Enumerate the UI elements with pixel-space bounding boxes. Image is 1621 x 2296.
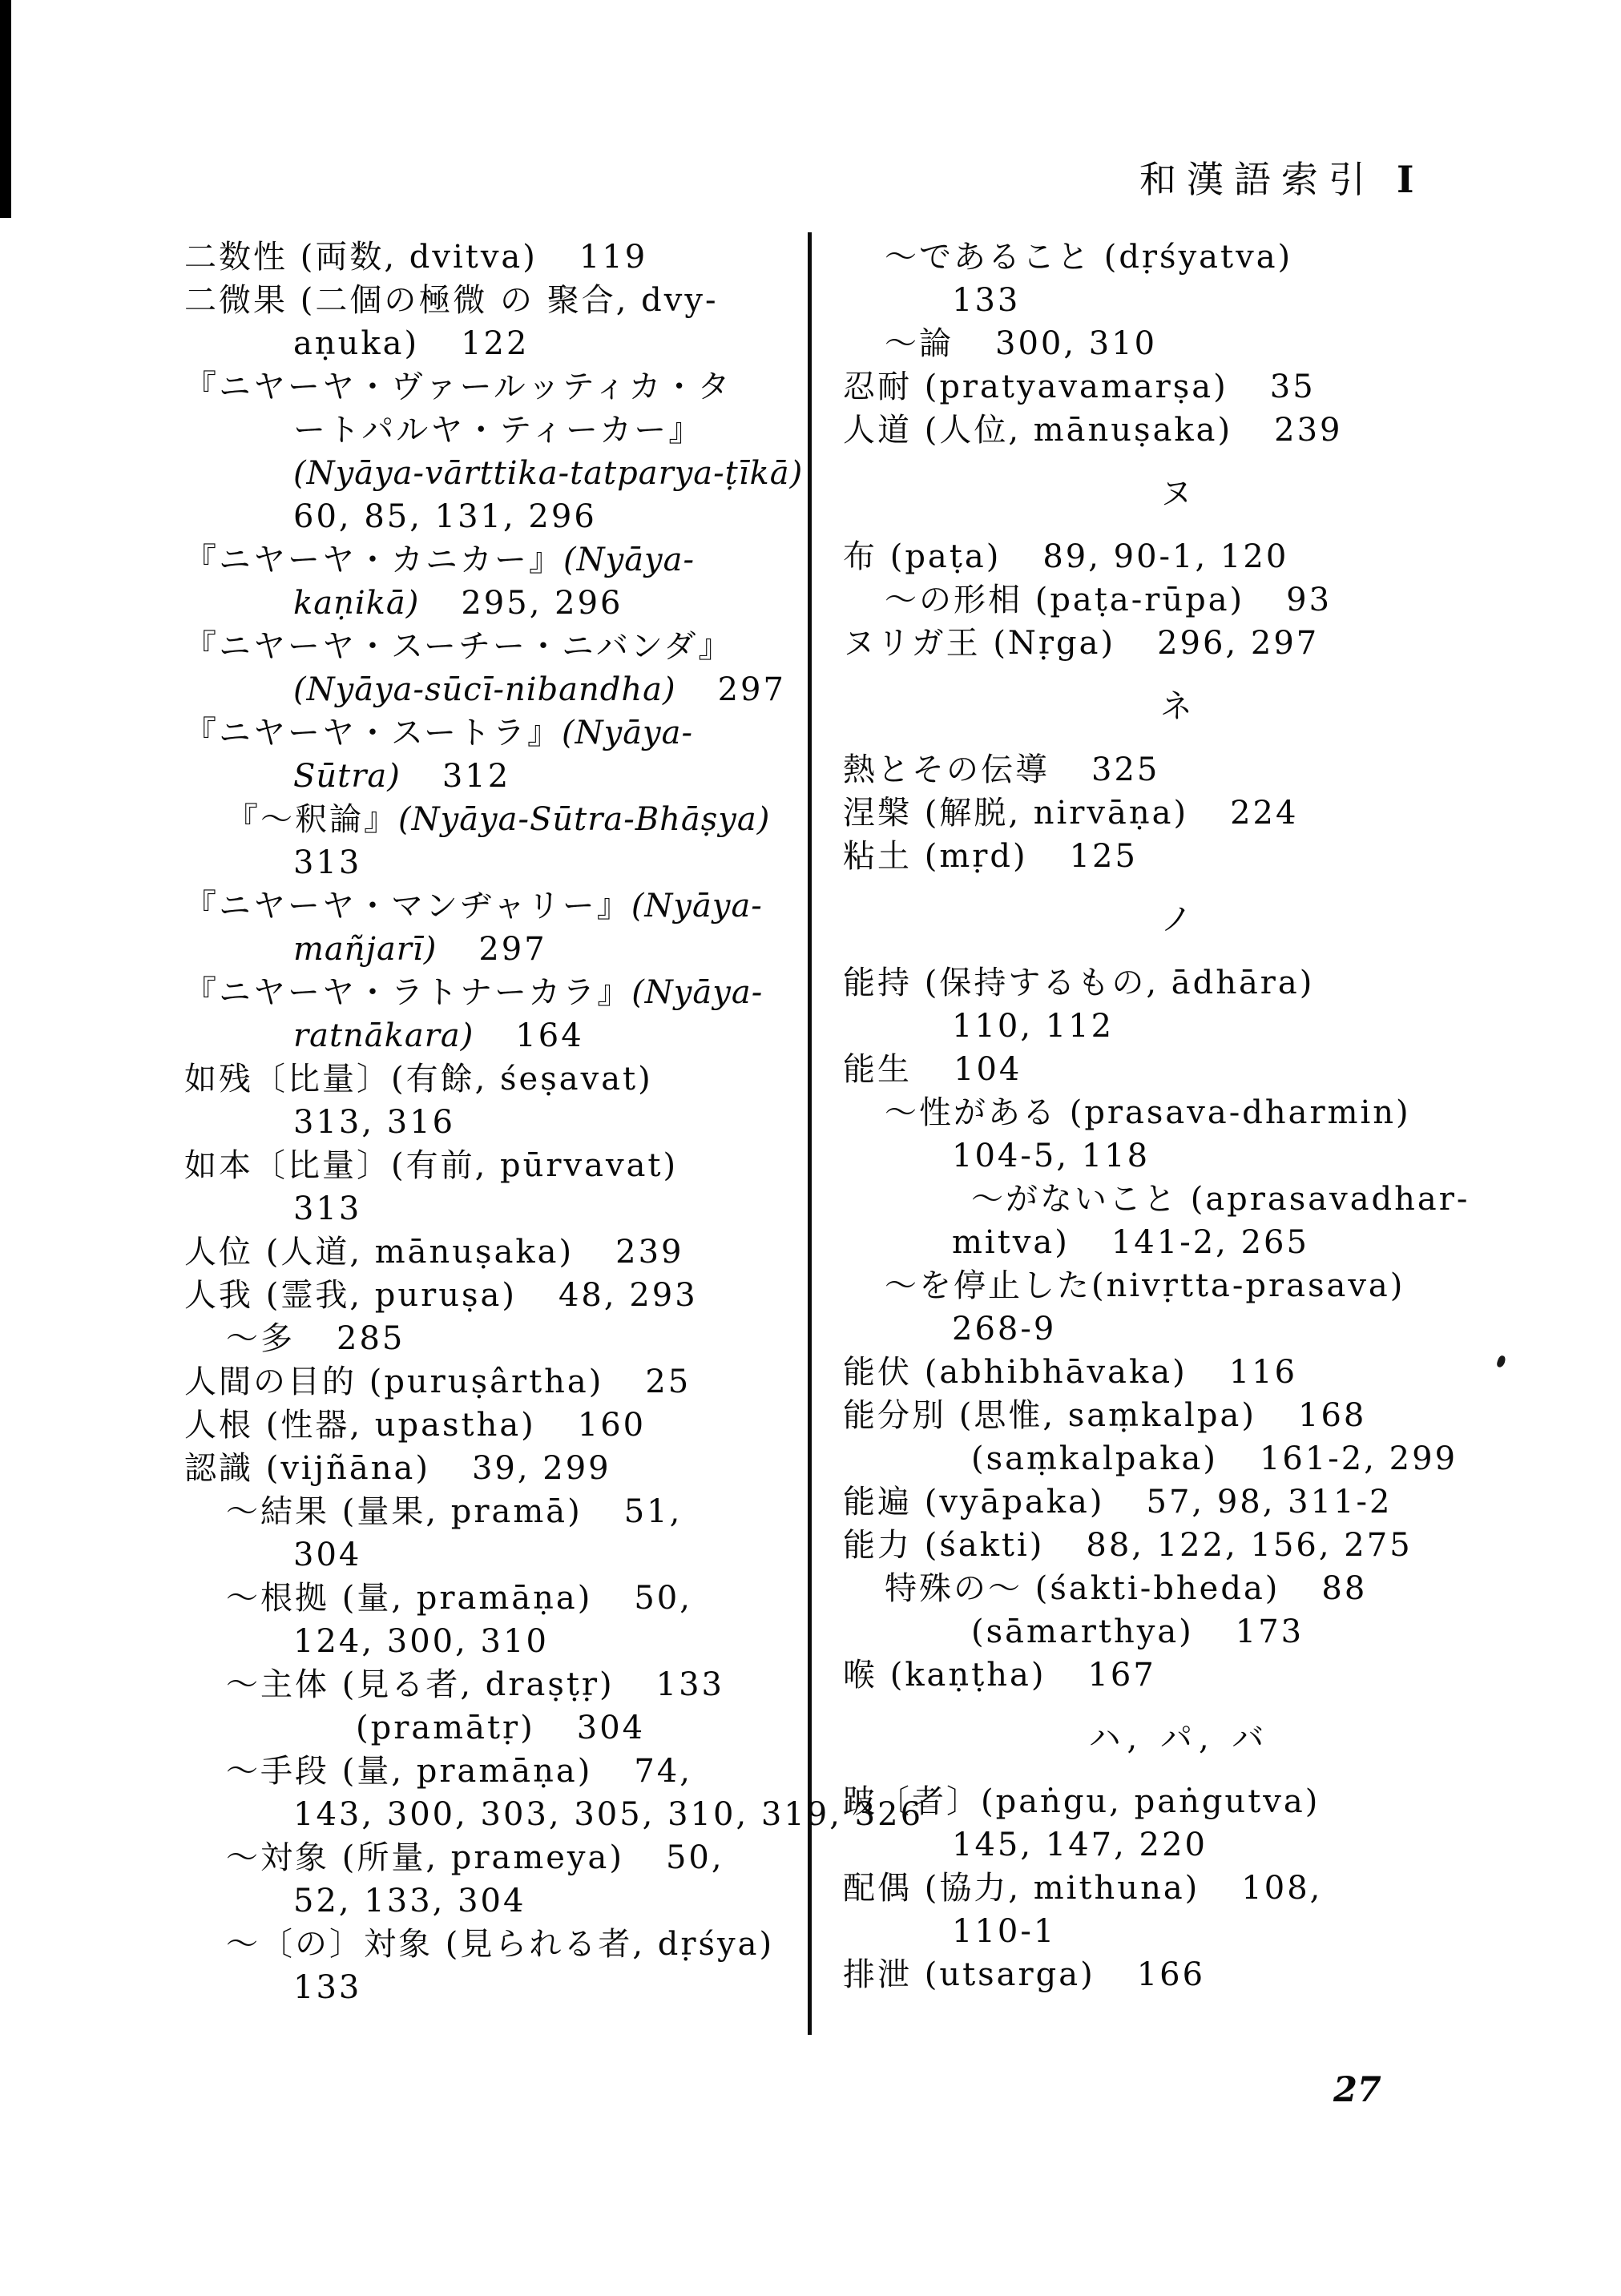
- entry-text: (Nyāya-: [631, 974, 764, 1011]
- index-line: [184, 711, 808, 755]
- entry-text: 〜手段 (量, pramāṇa): [226, 1753, 593, 1790]
- entry-text: ノ: [1160, 901, 1199, 938]
- kana-section-header: [843, 1717, 1516, 1760]
- entry-text: 『ニヤーヤ・ヴァールッティカ・タ: [184, 369, 732, 405]
- index-line: [184, 1966, 808, 2009]
- index-line: [184, 1360, 808, 1404]
- entry-text: 〜多: [226, 1320, 295, 1357]
- index-line: [843, 1394, 1516, 1437]
- page-references: 224: [1230, 795, 1299, 832]
- entry-text: 二数性 (両数, dvitva): [184, 239, 538, 276]
- index-line: [843, 1178, 1516, 1221]
- kana-section-header: [843, 685, 1516, 728]
- index-line: [184, 1231, 808, 1274]
- index-line: [843, 1048, 1516, 1091]
- index-line: [843, 1610, 1516, 1654]
- index-line: [184, 1750, 808, 1793]
- entry-text: 〜対象 (所量, prameya): [226, 1839, 624, 1876]
- index-line: [843, 961, 1516, 1005]
- page-references: 239: [1274, 412, 1343, 449]
- index-line: [184, 538, 808, 582]
- entry-text: 〜根拠 (量, pramāṇa): [226, 1580, 593, 1617]
- entry-text: 人我 (霊我, puruṣa): [184, 1277, 517, 1314]
- page-references: 125: [1069, 838, 1138, 875]
- page-references: 50,: [665, 1839, 724, 1876]
- index-line: [843, 748, 1516, 792]
- entry-text: 排泄 (utsarga): [843, 1956, 1095, 1993]
- page-references: 122: [461, 325, 530, 362]
- page-references: 167: [1087, 1657, 1156, 1694]
- entry-text: (pramātṛ): [356, 1710, 535, 1746]
- entry-text: ヌリガ王 (Nṛga): [843, 625, 1116, 662]
- page-references: 104: [954, 1051, 1022, 1088]
- entry-text: 〜を停止した(nivṛtta-prasava): [885, 1267, 1405, 1304]
- entry-text: 〜〔の〕対象 (見られる者, dṛśya): [226, 1926, 775, 1963]
- page-references: 74,: [634, 1753, 692, 1790]
- index-line: [843, 1780, 1516, 1823]
- index-line: [843, 1091, 1516, 1134]
- index-line: [184, 798, 808, 841]
- entry-text: 布 (paṭa): [843, 538, 1002, 575]
- entry-text: 『ニヤーヤ・カニカー』: [184, 542, 563, 578]
- index-line: [184, 668, 808, 711]
- index-line: [843, 409, 1516, 452]
- kana-section-header: [843, 472, 1516, 515]
- index-line: [184, 365, 808, 409]
- page-references: 57, 98, 311-2: [1146, 1484, 1393, 1521]
- entry-text: 涅槃 (解脱, nirvāṇa): [843, 795, 1189, 832]
- page-references: 119: [579, 239, 648, 276]
- page-references: 166: [1136, 1956, 1206, 1993]
- entry-text: 如残〔比量〕(有餘, śeṣavat): [184, 1061, 653, 1098]
- entry-text: ネ: [1160, 688, 1199, 725]
- entry-text: 人位 (人道, mānuṣaka): [184, 1234, 575, 1271]
- entry-text: 能遍 (vyāpaka): [843, 1484, 1105, 1521]
- page-references: 50,: [634, 1580, 692, 1617]
- entry-text: 『ニヤーヤ・スーチー・ニバンダ』: [184, 628, 733, 665]
- page-references: 141-2, 265: [1111, 1224, 1309, 1261]
- entry-text: 人間の目的 (puruṣârtha): [184, 1364, 604, 1400]
- page-references: 285: [337, 1320, 405, 1357]
- entry-text: 『ニヤーヤ・スートラ』: [184, 715, 562, 751]
- index-line: [184, 1187, 808, 1231]
- page-references: 312: [442, 758, 511, 795]
- index-line: [184, 841, 808, 884]
- index-line: [184, 1577, 808, 1620]
- index-line: [184, 1014, 808, 1057]
- entry-text: ハ, パ, バ: [1088, 1720, 1271, 1757]
- entry-text: 304: [293, 1537, 362, 1573]
- index-line: [184, 1923, 808, 1966]
- entry-text: aṇuka): [293, 325, 420, 362]
- entry-text: Sūtra): [293, 758, 401, 795]
- page-references: 295, 296: [461, 585, 623, 622]
- entry-text: 145, 147, 220: [952, 1827, 1208, 1863]
- entry-text: 133: [293, 1969, 362, 2006]
- index-line: [843, 1867, 1516, 1910]
- entry-text: (Nyāya-: [563, 542, 696, 578]
- page-references: 325: [1091, 751, 1160, 788]
- index-line: [184, 236, 808, 279]
- page-number: 27: [1333, 2070, 1381, 2110]
- entry-text: 〜であること (dṛśyatva): [885, 239, 1293, 276]
- kana-section-header: [843, 898, 1516, 941]
- index-line: [184, 1879, 808, 1923]
- page-references: 88: [1321, 1570, 1368, 1607]
- entry-text: 『〜釈論』: [226, 801, 398, 838]
- entry-text: mañjarī): [293, 931, 438, 968]
- entry-text: (saṃkalpaka): [971, 1440, 1218, 1477]
- index-line: [184, 1663, 808, 1706]
- index-line: [184, 1274, 808, 1317]
- page-references: 297: [717, 671, 786, 708]
- index-line: [843, 279, 1516, 322]
- page-references: 35: [1269, 369, 1316, 405]
- index-line: [843, 1307, 1516, 1351]
- entry-text: 配偶 (協力, mithuna): [843, 1870, 1200, 1907]
- index-line: [184, 1533, 808, 1577]
- index-line: [843, 1221, 1516, 1264]
- entry-text: ートパルヤ・ティーカー』: [293, 412, 704, 449]
- entry-text: 〜がないこと (aprasavadhar-: [971, 1181, 1470, 1218]
- entry-text: 能生: [843, 1051, 912, 1088]
- entry-text: (sāmarthya): [971, 1613, 1194, 1650]
- page-references: 88, 122, 156, 275: [1086, 1527, 1413, 1564]
- column-divider-rule: [808, 232, 812, 2035]
- entry-text: 跛〔者〕(paṅgu, paṅgutva): [843, 1783, 1321, 1820]
- index-line: [184, 971, 808, 1014]
- entry-text: 能持 (保持するもの, ādhāra): [843, 965, 1315, 1001]
- index-line: [184, 625, 808, 668]
- index-line: [843, 365, 1516, 409]
- index-line: [843, 835, 1516, 878]
- index-line: [843, 1480, 1516, 1524]
- entry-text: kaṇikā): [293, 585, 420, 622]
- entry-text: 能分別 (思惟, saṃkalpa): [843, 1397, 1256, 1434]
- index-line: [184, 1101, 808, 1144]
- index-line: [184, 1317, 808, 1360]
- entry-text: mitva): [952, 1224, 1070, 1261]
- page-references: 296, 297: [1157, 625, 1320, 662]
- entry-text: 〜論: [885, 325, 954, 362]
- index-line: [184, 928, 808, 971]
- entry-text: 熱とその伝導: [843, 751, 1050, 788]
- index-line: [184, 409, 808, 452]
- index-line: [184, 495, 808, 538]
- entry-text: (Nyāya-: [562, 715, 694, 751]
- entry-text: 〜主体 (見る者, draṣṭṛ): [226, 1666, 615, 1703]
- index-line: [184, 1057, 808, 1101]
- index-line: [184, 1706, 808, 1750]
- index-line: [843, 792, 1516, 835]
- page-references: 48, 293: [558, 1277, 698, 1314]
- entry-text: 313: [293, 1190, 362, 1227]
- entry-text: 粘土 (mṛd): [843, 838, 1028, 875]
- index-line: [843, 1264, 1516, 1307]
- entry-text: 人根 (性器, upastha): [184, 1407, 536, 1444]
- index-line: [184, 582, 808, 625]
- index-line: [843, 1351, 1516, 1394]
- entry-text: (Nyāya-: [631, 888, 763, 924]
- entry-text: 能伏 (abhibhāvaka): [843, 1354, 1188, 1391]
- index-line: [184, 1793, 924, 1836]
- page-references: 133: [655, 1666, 725, 1703]
- index-line: [184, 1836, 808, 1879]
- scan-edge-artifact: [0, 0, 11, 218]
- entry-text: 『ニヤーヤ・ラトナーカラ』: [184, 974, 632, 1011]
- page-references: 164: [515, 1017, 584, 1054]
- page-references: 239: [615, 1234, 684, 1271]
- entry-text: ヌ: [1160, 475, 1199, 512]
- index-line: [843, 622, 1516, 665]
- index-line: [843, 1567, 1516, 1610]
- entry-text: 268-9: [952, 1311, 1057, 1347]
- entry-text: 特殊の〜 (śakti-bheda): [885, 1570, 1280, 1607]
- entry-text: 人道 (人位, mānuṣaka): [843, 412, 1233, 449]
- entry-text: 52, 133, 304: [293, 1883, 526, 1919]
- page-references: 108,: [1241, 1870, 1323, 1907]
- entry-text: 〜の形相 (paṭa-rūpa): [885, 582, 1245, 618]
- index-line: [843, 322, 1516, 365]
- page-references: 160: [577, 1407, 647, 1444]
- index-line: [184, 452, 808, 495]
- volume-numeral: I: [1397, 158, 1414, 201]
- entry-text: 124, 300, 310: [293, 1623, 549, 1660]
- index-line: [184, 322, 808, 365]
- entry-text: 喉 (kaṇṭha): [843, 1657, 1046, 1694]
- page-references: 51,: [623, 1493, 683, 1530]
- entry-text: 能力 (śakti): [843, 1527, 1045, 1564]
- page-references: 300, 310: [995, 325, 1158, 362]
- index-line: [843, 1437, 1516, 1480]
- index-line: [843, 1005, 1516, 1048]
- right-column: [843, 236, 1516, 1996]
- index-line: [843, 236, 1516, 279]
- entry-text: 110-1: [952, 1913, 1057, 1950]
- page-references: 39, 299: [471, 1450, 611, 1487]
- index-line: [184, 1144, 808, 1187]
- page-references: 304: [576, 1710, 646, 1746]
- entry-text: 二微果 (二個の極微 の 聚合, dvy-: [184, 282, 719, 319]
- index-line: [843, 1654, 1516, 1697]
- entry-text: (Nyāya-Sūtra-Bhāṣya): [398, 801, 771, 838]
- page-references: 161-2, 299: [1259, 1440, 1458, 1477]
- entry-text: 認識 (vijñāna): [184, 1450, 430, 1487]
- index-line: [843, 1524, 1516, 1567]
- entry-text: 313, 316: [293, 1104, 456, 1141]
- index-line: [184, 1447, 808, 1490]
- index-line: [184, 1490, 808, 1533]
- index-line: [184, 884, 808, 928]
- index-line: [184, 1620, 808, 1663]
- index-line: [184, 1404, 808, 1447]
- index-line: [184, 755, 808, 798]
- entry-text: 如本〔比量〕(有前, pūrvavat): [184, 1147, 679, 1184]
- index-line: [843, 535, 1516, 578]
- index-line: [184, 279, 808, 322]
- page-references: 297: [478, 931, 547, 968]
- entry-text: (Nyāya-sūcī-nibandha): [293, 671, 676, 708]
- index-line: [843, 1134, 1516, 1178]
- entry-text: 『ニヤーヤ・マンヂャリー』: [184, 888, 631, 924]
- entry-text: 〜結果 (量果, pramā): [226, 1493, 583, 1530]
- entry-text: ratnākara): [293, 1017, 474, 1054]
- page-references: 173: [1235, 1613, 1304, 1650]
- entry-text: 〜性がある (prasava-dharmin): [885, 1094, 1411, 1131]
- entry-text: 133: [952, 282, 1021, 319]
- page-header: [1139, 155, 1414, 203]
- index-line: [843, 1910, 1516, 1953]
- entry-text: (Nyāya-vārttika-tatparya-ṭīkā): [293, 455, 804, 492]
- entry-text: 60, 85, 131, 296: [293, 498, 597, 535]
- index-line: [843, 1953, 1516, 1996]
- page-references: 93: [1286, 582, 1333, 618]
- index-title: 和漢語索引: [1139, 158, 1376, 201]
- page-references: 25: [645, 1364, 692, 1400]
- index-line: [843, 1823, 1516, 1867]
- page-references: 116: [1228, 1354, 1298, 1391]
- entry-text: 忍耐 (pratyavamarṣa): [843, 369, 1228, 405]
- entry-text: 104-5, 118: [952, 1138, 1151, 1174]
- entry-text: 110, 112: [952, 1008, 1115, 1045]
- index-line: [843, 578, 1516, 622]
- page-references: 89, 90-1, 120: [1042, 538, 1289, 575]
- entry-text: 143, 300, 303, 305, 310, 319, 326: [293, 1796, 924, 1833]
- entry-text: 313: [293, 844, 362, 881]
- page-references: 168: [1298, 1397, 1367, 1434]
